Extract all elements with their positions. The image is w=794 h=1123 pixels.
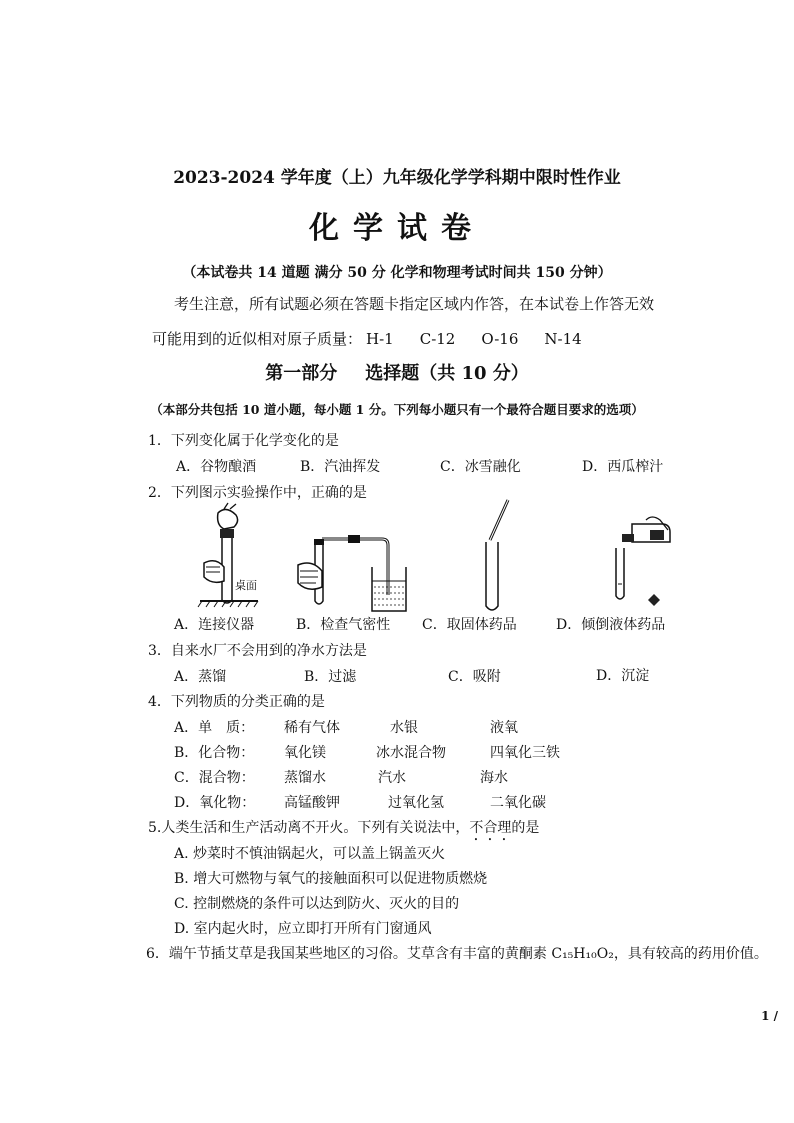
q4-a-item-1: 稀有气体 — [284, 720, 340, 736]
q2-option-d: D．倾倒液体药品 — [556, 617, 666, 633]
section-heading — [0, 359, 794, 385]
q4-b-item-2: 冰水混合物 — [376, 745, 446, 761]
exam-title-line: 2023-2024 学年度（上）九年级化学学科期中限时性作业 — [173, 168, 621, 188]
question-6-stem: 6．端午节插艾草是我国某些地区的习俗。艾草含有丰富的黄酮素 C₁₅H₁₀O₂，具有较高的药用价值。 — [146, 946, 768, 962]
q2-option-a: A．连接仪器 — [174, 617, 255, 633]
q5-stem-emphasis: 不合理 — [469, 820, 512, 836]
figure-airtightness-check — [292, 525, 412, 613]
q3-option-d: D．沉淀 — [596, 668, 650, 684]
q5-stem-prefix: 5.人类生活和生产活动离不开火。下列有关说法中， — [148, 820, 470, 836]
q3-option-c: C．吸附 — [448, 669, 501, 685]
atomic-mass-c: C-12 — [419, 330, 456, 348]
exam-subtitle: （本试卷共 14 道题 满分 50 分 化学和物理考试时间共 150 分钟） — [182, 265, 612, 281]
q3-option-b: B．过滤 — [304, 669, 357, 685]
exam-main-title: 化学试卷 — [309, 211, 485, 246]
q4-c-item-3: 海水 — [480, 770, 508, 786]
q1-option-b: B．汽油挥发 — [300, 459, 381, 475]
q1-option-c: C．冰雪融化 — [440, 459, 521, 475]
q4-option-c — [0, 767, 794, 787]
atomic-mass-line — [152, 328, 608, 349]
q4-b-item-3: 四氧化三铁 — [490, 745, 560, 761]
section-name: 选择题（共 10 分） — [365, 363, 529, 384]
q2-option-c: C．取固体药品 — [422, 617, 517, 633]
q5-option-d: D. 室内起火时，应立即打开所有门窗通风 — [174, 921, 432, 937]
q1-option-d: D．西瓜榨汁 — [582, 459, 664, 475]
q4-c-label: C．混合物： — [174, 770, 255, 786]
exam-notice: 考生注意，所有试题必须在答题卡指定区域内作答，在本试卷上作答无效 — [174, 295, 655, 313]
q4-option-b — [0, 742, 794, 762]
section-part: 第一部分 — [265, 363, 338, 384]
page-number: 1 / — [761, 1009, 778, 1023]
q4-a-item-2: 水银 — [390, 720, 418, 736]
q4-d-item-3: 二氧化碳 — [490, 795, 546, 811]
figure-pour-liquid — [602, 512, 678, 612]
q4-a-item-3: 液氧 — [490, 720, 518, 736]
q4-b-label: B．化合物： — [174, 745, 255, 761]
q4-c-item-2: 汽水 — [378, 770, 406, 786]
atomic-mass-label: 可能用到的近似相对原子质量： — [152, 330, 363, 348]
q5-stem-suffix: 的是 — [511, 820, 540, 836]
q2-option-b: B．检查气密性 — [296, 617, 391, 633]
figure-desk-label: 桌面 — [235, 579, 257, 592]
question-2-stem: 2．下列图示实验操作中，正确的是 — [148, 485, 367, 501]
atomic-mass-n: N-14 — [544, 330, 582, 348]
q4-d-label: D．氧化物： — [174, 795, 256, 811]
q4-d-item-1: 高锰酸钾 — [284, 795, 340, 811]
figure-connect-instruments — [196, 505, 266, 613]
q4-option-d — [0, 792, 794, 812]
atomic-mass-o: O-16 — [481, 330, 519, 348]
atomic-mass-h: H-1 — [366, 330, 394, 348]
q1-option-a: A．谷物酿酒 — [176, 459, 257, 475]
question-3-stem: 3．自来水厂不会用到的净水方法是 — [148, 643, 367, 659]
question-1-stem: 1．下列变化属于化学变化的是 — [148, 433, 339, 449]
q5-option-a: A. 炒菜时不慎油锅起火，可以盖上锅盖灭火 — [174, 846, 446, 862]
question-5-stem — [148, 817, 539, 844]
q5-option-b: B. 增大可燃物与氧气的接触面积可以促进物质燃烧 — [174, 871, 488, 887]
question-4-stem: 4．下列物质的分类正确的是 — [148, 694, 325, 710]
q4-d-item-2: 过氧化氢 — [388, 795, 444, 811]
q4-option-a — [0, 717, 794, 737]
q5-option-c: C. 控制燃烧的条件可以达到防火、灭火的目的 — [174, 896, 460, 912]
q4-a-label: A．单 质： — [174, 720, 255, 736]
q4-b-item-1: 氧化镁 — [284, 745, 326, 761]
q3-option-a: A．蒸馏 — [174, 669, 227, 685]
figure-take-solid-reagent — [476, 498, 516, 613]
q4-c-item-1: 蒸馏水 — [284, 770, 326, 786]
section-instructions: （本部分共包括 10 道小题，每小题 1 分。下列每小题只有一个最符合题目要求的选项） — [150, 402, 644, 417]
